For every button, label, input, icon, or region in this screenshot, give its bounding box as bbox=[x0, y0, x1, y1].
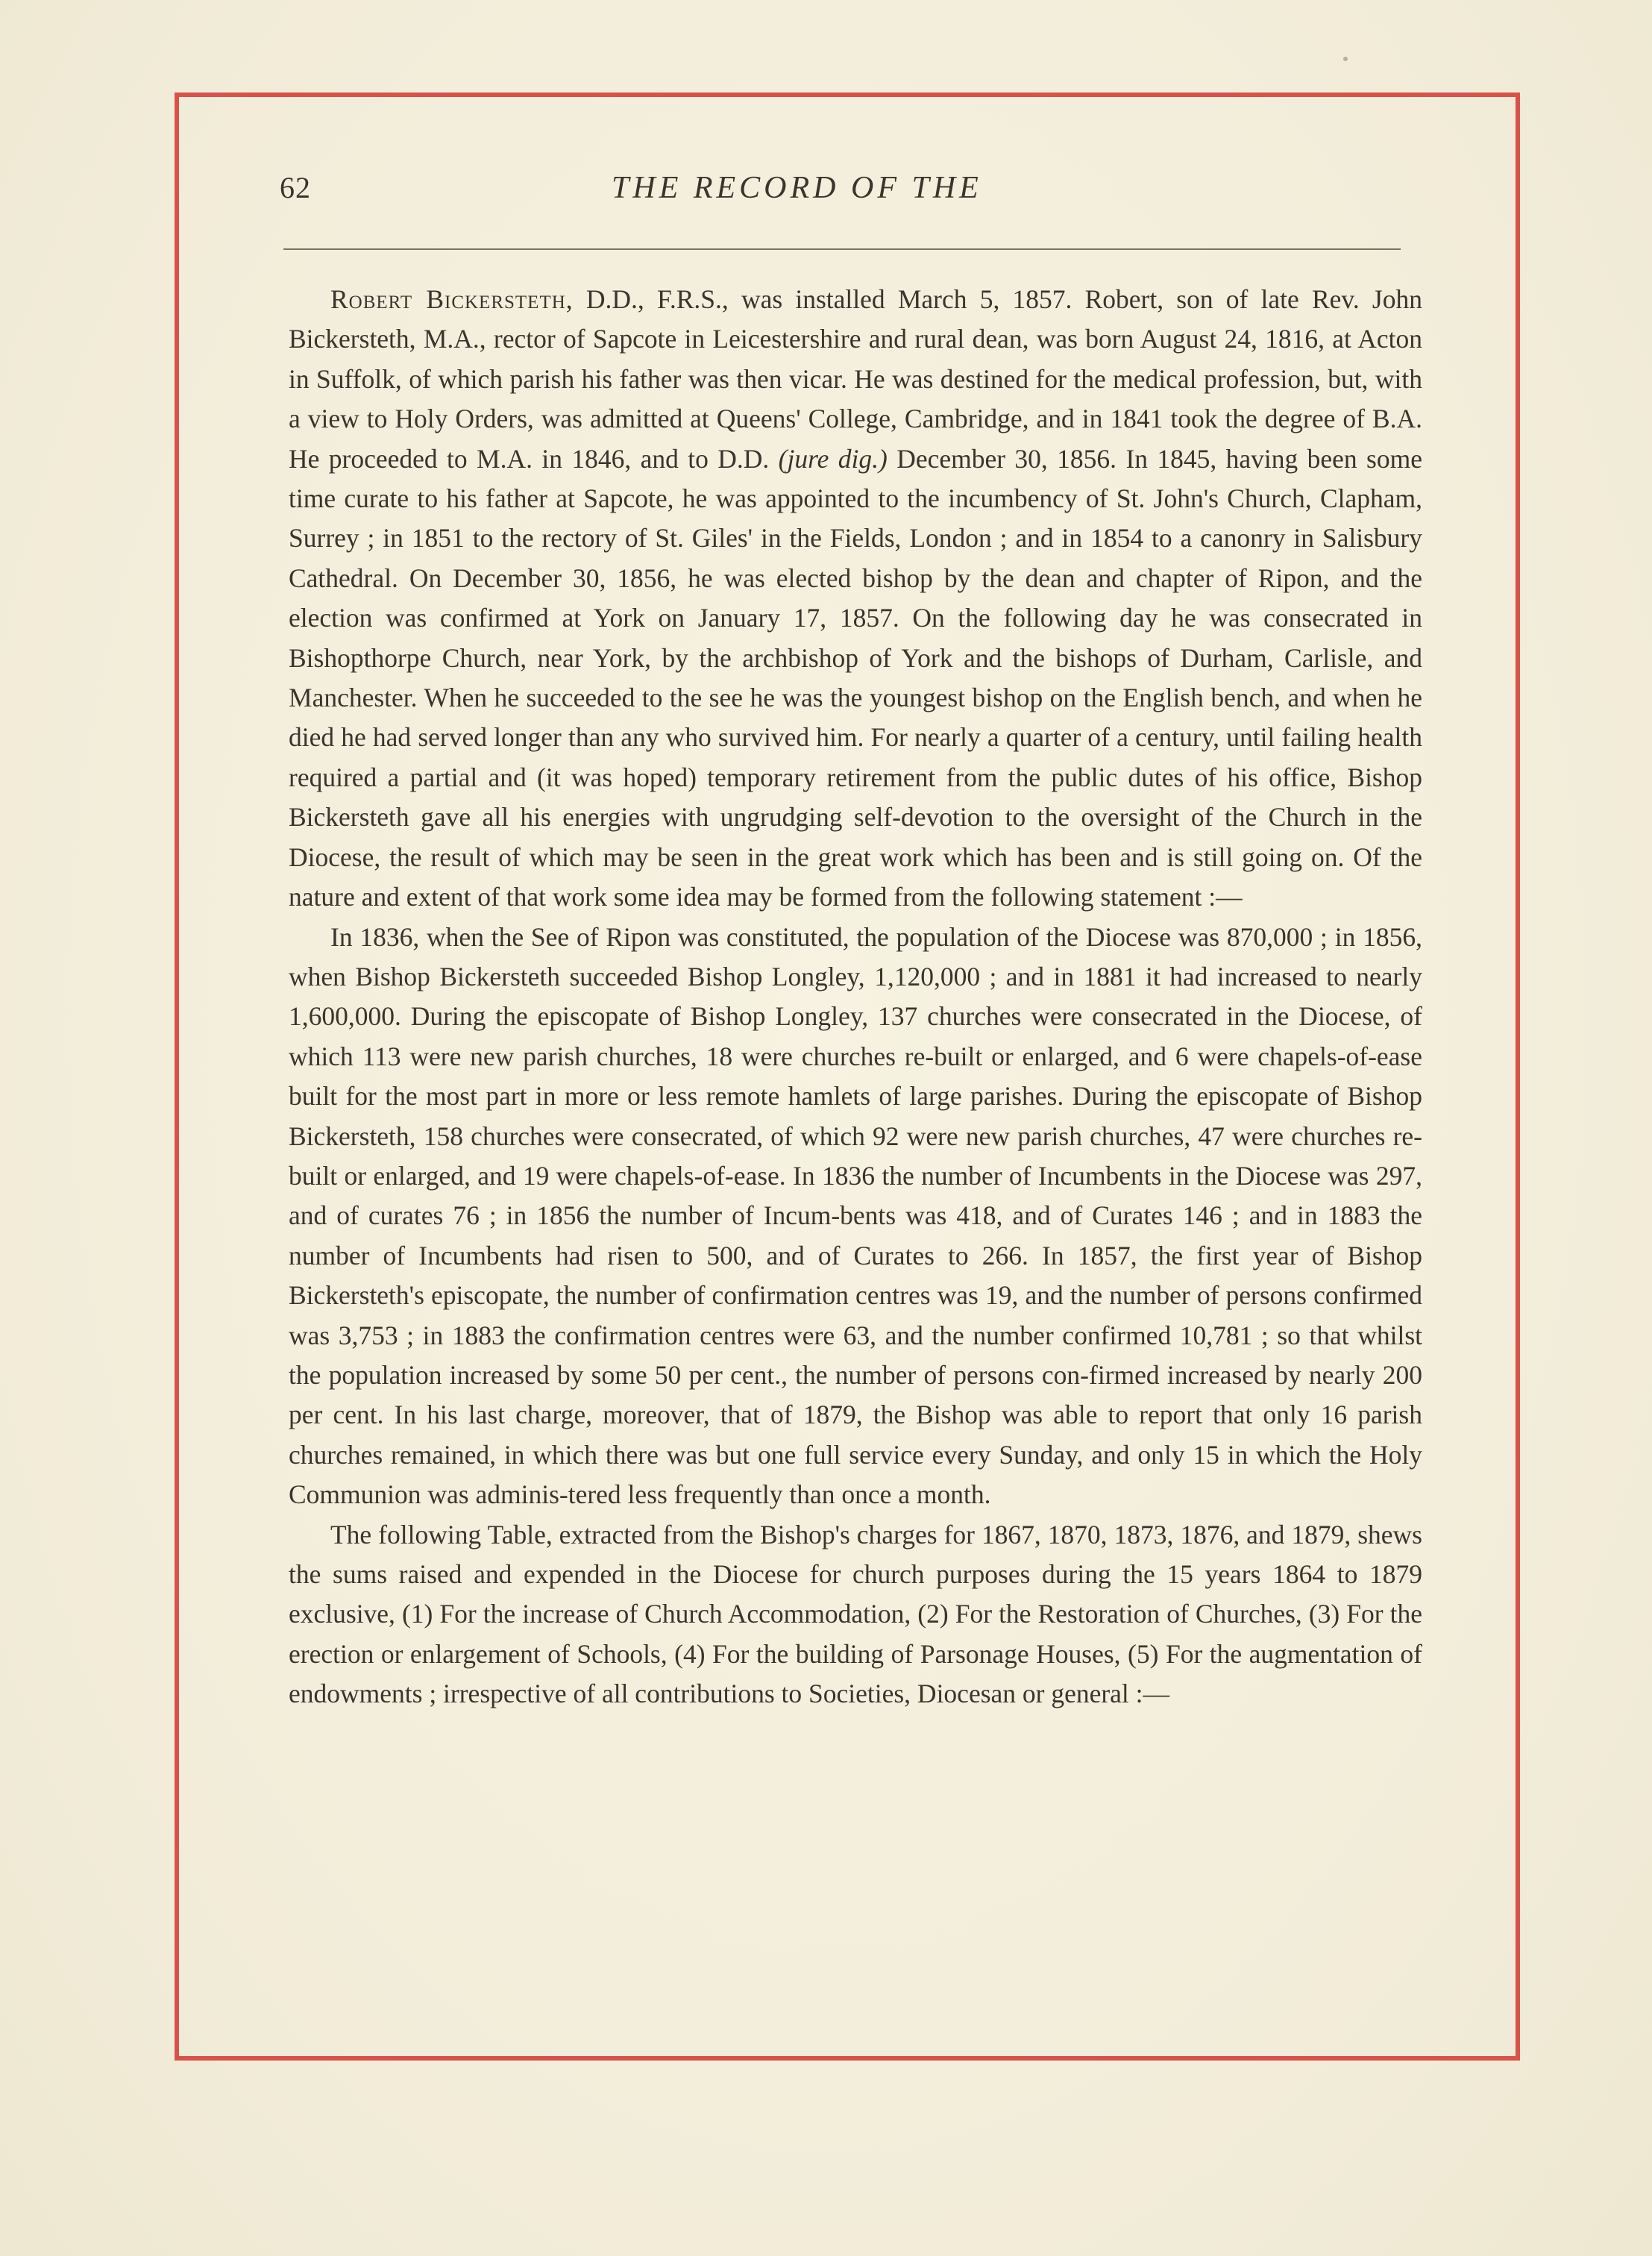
paragraph-1-rest: December 30, 1856. In 1845, having been some time curate to his father at Sapcote, he was appointed to the incumbency of St. John's Church, Clapham, Surrey ; in 1851 to the rectory of St. Giles' in the Fields, London ; and in 1854 to a canonry in Salisbury Cathedral. On December 30, 1856, he was elected bishop by the dean and chapter of Ripon, and the election was confirmed at York on January 17, 1857. On the following day he was consecrated in Bishopthorpe Church, near York, by the archbishop of York and the bishops of Durham, Carlisle, and Manchester. When he succeeded to the see he was the youngest bishop on the English bench, and when he died he had served longer than any who survived him. For nearly a quarter of a century, until failing health required a partial and (it was hoped) temporary retirement from the public dutes of his office, Bishop Bickersteth gave all his energies with ungrudging self-devotion to the oversight of the Church in the Diocese, the result of which may be seen in the great work which has been and is still going on. Of the nature and extent of that work some idea may be formed from the following statement :— bbox=[289, 443, 1422, 912]
paragraph-1-text: D.D., F.R.S., was installed March 5, 1857. Robert, son of late Rev. John Bickersteth, M.A., rector of Sapcote in Leicestershire and rural dean, was born August 24, 1816, at Acton in Suffolk, of which parish his father was then vicar. He was destined for the medical profession, but, with a view to Holy Orders, was admitted at Queens' College, Cambridge, and in 1841 took the degree of B.A. He proceeded to M.A. in 1846, and to D.D. bbox=[289, 284, 1422, 474]
bishop-name: Robert Bickersteth, bbox=[330, 284, 574, 314]
running-head: THE RECORD OF THE bbox=[612, 171, 982, 205]
header-rule bbox=[283, 248, 1401, 250]
paragraph-1 bbox=[289, 280, 1422, 918]
paper-speck bbox=[1343, 57, 1348, 61]
paragraph-3: The following Table, extracted from the Bishop's charges for 1867, 1870, 1873, 1876, and 1879, shews the sums raised and expended in the Diocese for church purposes during the 15 years 1864 to 1879 exclusive, (1) For the increase of Church Accommodation, (2) For the Restoration of Churches, (3) For the erection or enlargement of Schools, (4) For the building of Parsonage Houses, (5) For the augmentation of endowments ; irrespective of all contributions to Societies, Diocesan or general :— bbox=[289, 1519, 1422, 1709]
jure-dig-italic: (jure dig.) bbox=[778, 443, 888, 474]
body-text bbox=[289, 280, 1422, 1714]
paragraph-2: In 1836, when the See of Ripon was constituted, the population of the Diocese was 870,000 ; in 1856, when Bishop Bickersteth succeeded Bishop Longley, 1,120,000 ; and in 1881 it had increased to nearly 1,600,000. During the episcopate of Bishop Longley, 137 churches were consecrated in the Diocese, of which 113 were new parish churches, 18 were churches re-built or enlarged, and 6 were chapels-of-ease built for the most part in more or less remote hamlets of large parishes. During the episcopate of Bishop Bickersteth, 158 churches were consecrated, of which 92 were new parish churches, 47 were churches re-built or enlarged, and 19 were chapels-of-ease. In 1836 the number of Incumbents in the Diocese was 297, and of curates 76 ; in 1856 the number of Incum-bents was 418, and of Curates 146 ; and in 1883 the number of Incumbents had risen to 500, and of Curates to 266. In 1857, the first year of Bishop Bickersteth's episcopate, the number of confirmation centres was 19, and the number of persons confirmed was 3,753 ; in 1883 the confirmation centres were 63, and the number confirmed 10,781 ; so that whilst the population increased by some 50 per cent., the number of persons con-firmed increased by nearly 200 per cent. In his last charge, moreover, that of 1879, the Bishop was able to report that only 16 parish churches remained, in which there was but one full service every Sunday, and only 15 in which the Holy Communion was adminis-tered less frequently than once a month. bbox=[289, 921, 1422, 1510]
page-number: 62 bbox=[280, 171, 311, 204]
